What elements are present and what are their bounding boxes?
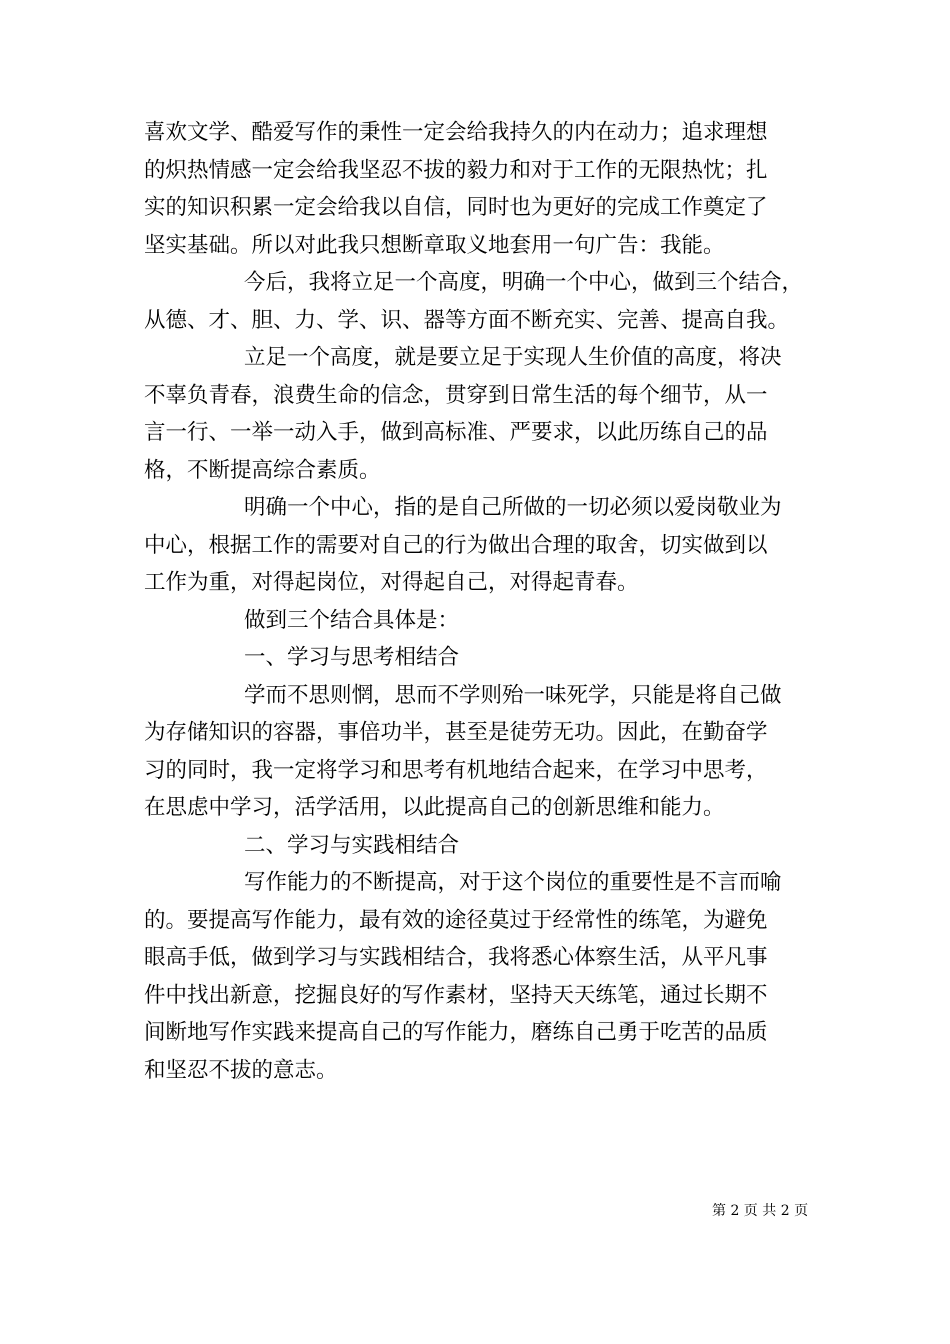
paragraph-line: 言一行、一举一动入手，做到高标准、严要求，以此历练自己的品	[144, 420, 768, 445]
paragraph	[144, 602, 824, 640]
paragraph-line: 的。要提高写作能力，最有效的途径莫过于经常性的练笔，为避免	[144, 907, 768, 933]
paragraph	[144, 677, 824, 827]
paragraph-line: 坚实基础。所以对此我只想断章取义地套用一句广告：我能。	[144, 232, 725, 258]
paragraph-line: 学而不思则惘，思而不学则殆一味死学，只能是将自己做	[244, 682, 782, 708]
paragraph-line: 做到三个结合具体是：	[244, 607, 460, 633]
paragraph	[144, 339, 824, 489]
paragraph-line: 工作为重，对得起岗位，对得起自己，对得起青春。	[144, 570, 639, 595]
paragraph-line: 和坚忍不拔的意志。	[144, 1057, 338, 1083]
paragraph	[144, 864, 824, 1089]
paragraph-line: 在思虑中学习，活学活用，以此提高自己的创新思维和能力。	[144, 795, 725, 820]
paragraph-line: 一、学习与思考相结合	[244, 645, 460, 670]
paragraph-line: 间断地写作实践来提高自己的写作能力，磨练自己勇于吃苦的品质	[144, 1020, 768, 1045]
paragraph-line: 件中找出新意，挖掘良好的写作素材，坚持天天练笔，通过长期不	[144, 982, 768, 1008]
paragraph-line: 为存储知识的容器，事倍功半，甚至是徒劳无功。因此，在勤奋学	[144, 720, 768, 745]
paragraph	[144, 639, 824, 677]
document-body	[144, 114, 824, 1089]
paragraph-line: 二、学习与实践相结合	[244, 832, 460, 858]
paragraph-line: 不辜负青春，浪费生命的信念，贯穿到日常生活的每个细节，从一	[144, 382, 768, 408]
paragraph-line: 今后，我将立足一个高度，明确一个中心，做到三个结合，	[244, 270, 804, 295]
paragraph-line: 喜欢文学、酷爱写作的秉性一定会给我持久的内在动力；追求理想	[144, 120, 768, 145]
paragraph-line: 从德、才、胆、力、学、识、器等方面不断充实、完善、提高自我。	[144, 307, 790, 333]
paragraph-line: 的炽热情感一定会给我坚忍不拔的毅力和对于工作的无限热忱；扎	[144, 157, 768, 183]
paragraph-line: 实的知识积累一定会给我以自信，同时也为更好的完成工作奠定了	[144, 195, 768, 220]
paragraph-line: 明确一个中心，指的是自己所做的一切必须以爱岗敬业为	[244, 495, 782, 520]
paragraph	[144, 827, 824, 865]
paragraph-line: 写作能力的不断提高，对于这个岗位的重要性是不言而喻	[244, 870, 782, 895]
page-number: 第 2 页 共 2 页	[712, 1203, 809, 1219]
paragraph	[144, 264, 824, 339]
paragraph-line: 习的同时，我一定将学习和思考有机地结合起来，在学习中思考，	[144, 757, 768, 783]
paragraph	[144, 114, 824, 264]
paragraph-line: 中心，根据工作的需要对自己的行为做出合理的取舍，切实做到以	[144, 532, 768, 558]
paragraph-line: 立足一个高度，就是要立足于实现人生价值的高度，将决	[244, 345, 782, 370]
paragraph-line: 格，不断提高综合素质。	[144, 457, 381, 483]
paragraph	[144, 489, 824, 602]
paragraph-line: 眼高手低，做到学习与实践相结合，我将悉心体察生活，从平凡事	[144, 945, 768, 970]
